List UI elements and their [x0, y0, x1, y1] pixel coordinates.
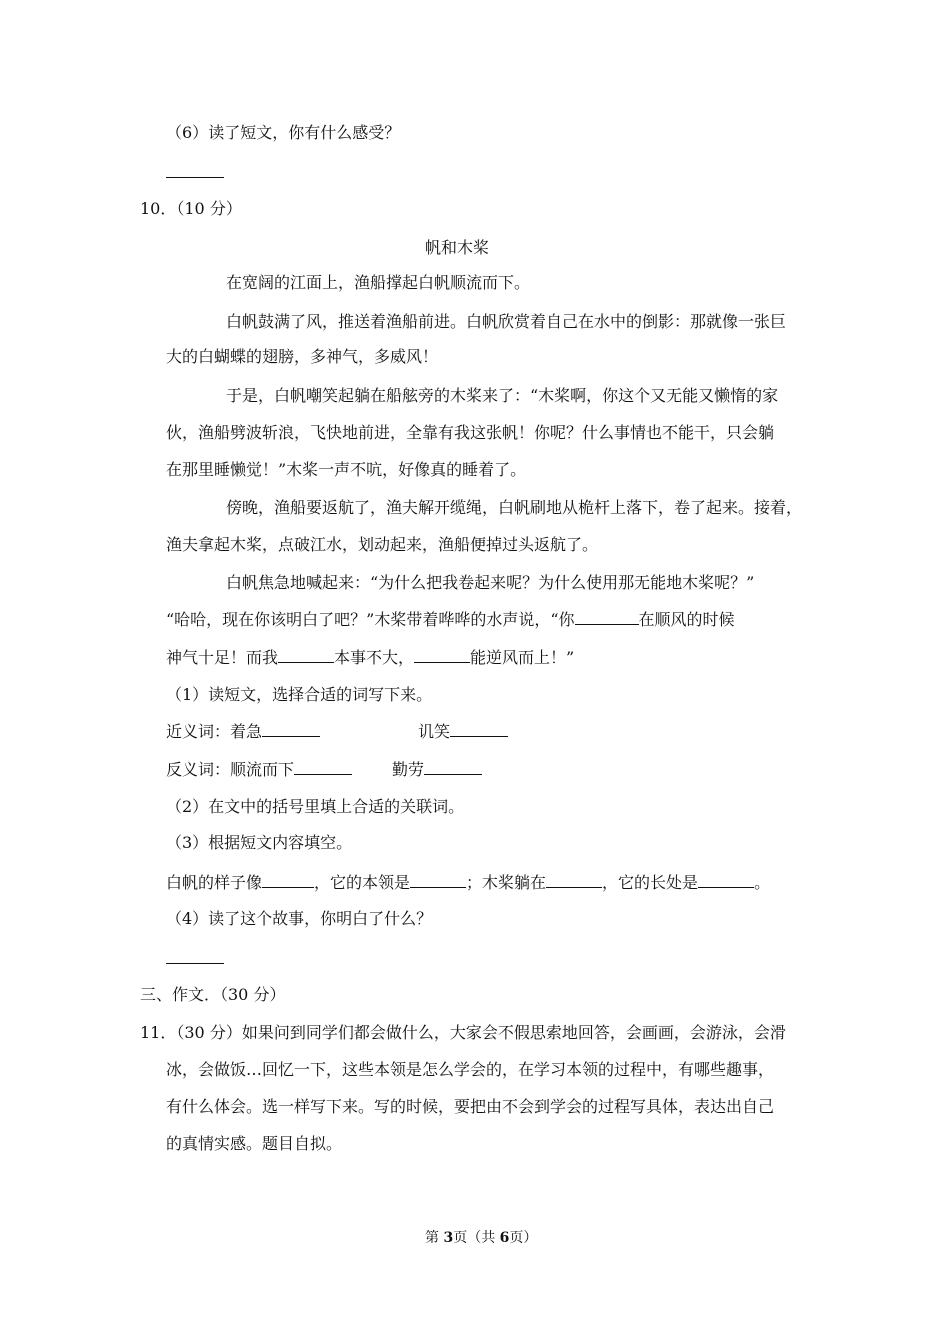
fill-text: ；木桨躺在	[466, 873, 547, 892]
passage-paragraph-3-line-2: 伙，渔船劈波斩浪，飞快地前进，全靠有我这张帆！你呢？什么事情也不能干，只会躺	[166, 423, 775, 442]
conjunction-blank[interactable]	[278, 646, 334, 663]
question-10-header	[140, 198, 242, 220]
passage-paragraph-5: 白帆焦急地喊起来：“为什么把我卷起来呢？为什么使用那无能地木桨呢？”	[226, 573, 755, 592]
fill-blank[interactable]	[698, 871, 754, 888]
sub-question-text: 读了短文，你有什么感受？	[208, 123, 401, 142]
conjunction-blank[interactable]	[414, 646, 470, 663]
fill-blank[interactable]	[262, 871, 314, 888]
question-text: 如果问到同学们都会做什么，大家会不假思索地回答，会画画，会游泳，会滑	[241, 1023, 786, 1042]
antonym-blank[interactable]	[424, 758, 482, 775]
synonym-label: 近义词：着急	[166, 722, 263, 741]
page-number: 3	[443, 1230, 454, 1246]
fill-text: 。	[754, 873, 771, 892]
answer-line[interactable]	[166, 177, 224, 178]
paragraph-text: 在顺风的时候	[638, 610, 735, 629]
fill-text: ，它的本领是	[314, 873, 411, 892]
passage-paragraph-4-line-2: 渔夫拿起木桨，点破江水，划动起来，渔船便掉过头返航了。	[166, 535, 599, 554]
question-score: （10 分）	[176, 199, 242, 218]
answer-line[interactable]	[166, 963, 224, 964]
antonym-row	[166, 758, 352, 781]
synonym-blank[interactable]	[262, 720, 320, 737]
passage-paragraph-3-line-3: 在那里睡懒觉！”木桨一声不吭，好像真的睡着了。	[166, 460, 527, 479]
question-number: 11．	[140, 1023, 177, 1042]
synonym-word: 讥笑	[418, 722, 451, 741]
page-footer	[425, 1227, 537, 1249]
paragraph-text: 能逆风而上！”	[470, 648, 575, 667]
antonym-blank[interactable]	[294, 758, 352, 775]
sub-question-3: （3）根据短文内容填空。	[166, 833, 353, 852]
fill-text: 白帆的样子像	[166, 873, 263, 892]
passage-title: 帆和木桨	[425, 238, 490, 257]
question-9-6	[166, 122, 400, 144]
passage-paragraph-2-line-1: 白帆鼓满了风，推送着渔船前进。白帆欣赏着自己在水中的倒影：那就像一张巨	[226, 312, 787, 331]
passage-paragraph-2-line-2: 大的白蝴蝶的翅膀，多神气，多威风！	[166, 347, 439, 366]
sub-question-4: （4）读了这个故事，你明白了什么？	[166, 909, 433, 928]
paragraph-text: 本事不大，	[334, 648, 415, 667]
fill-blank[interactable]	[410, 871, 466, 888]
paragraph-text: 神气十足！而我	[166, 648, 279, 667]
sub-question-1: （1）读短文，选择合适的词写下来。	[166, 685, 433, 704]
sub-question-label: （6）	[166, 123, 209, 142]
question-number: 10．	[140, 199, 177, 218]
synonym-blank[interactable]	[450, 720, 508, 737]
question-11-line-4: 的真情实感。题目自拟。	[166, 1134, 343, 1153]
footer-text: 第	[425, 1230, 444, 1246]
question-11-line-3: 有什么体会。选一样写下来。写的时候，要把由不会到学会的过程写具体，表达出自己	[166, 1097, 775, 1116]
footer-text: 页）	[509, 1230, 538, 1246]
synonym-row	[166, 720, 320, 743]
question-11-line-2: 冰，会做饭…回忆一下，这些本领是怎么学会的，在学习本领的过程中，有哪些趣事，	[166, 1060, 775, 1079]
passage-paragraph-1: 在宽阔的江面上，渔船撑起白帆顺流而下。	[226, 273, 531, 292]
footer-text: 页（共	[453, 1230, 500, 1246]
question-score: （30 分）	[176, 1023, 242, 1042]
fill-in-row	[166, 871, 770, 894]
fill-blank[interactable]	[546, 871, 602, 888]
antonym-row-2	[392, 758, 482, 781]
conjunction-blank[interactable]	[575, 608, 639, 625]
total-pages: 6	[499, 1230, 510, 1246]
sub-question-2: （2）在文中的括号里填上合适的关联词。	[166, 797, 465, 816]
section-3-title: 三、作文．（30 分）	[140, 985, 286, 1004]
fill-text: ，它的长处是	[602, 873, 699, 892]
passage-paragraph-3-line-1: 于是，白帆嘲笑起躺在船舷旁的木桨来了：“木桨啊，你这个又无能又懒惰的家	[226, 386, 779, 405]
paragraph-text: “哈哈，现在你该明白了吧？”木桨带着哗哗的水声说，“你	[166, 610, 575, 629]
antonym-label: 反义词：顺流而下	[166, 760, 295, 779]
question-11-line-1	[140, 1022, 786, 1044]
synonym-row-2	[418, 720, 508, 743]
passage-paragraph-4-line-1: 傍晚，渔船要返航了，渔夫解开缆绳，白帆刷地从桅杆上落下，卷了起来。接着，	[226, 498, 803, 517]
antonym-word: 勤劳	[392, 760, 425, 779]
passage-paragraph-7	[166, 646, 574, 669]
passage-paragraph-6	[166, 608, 735, 631]
